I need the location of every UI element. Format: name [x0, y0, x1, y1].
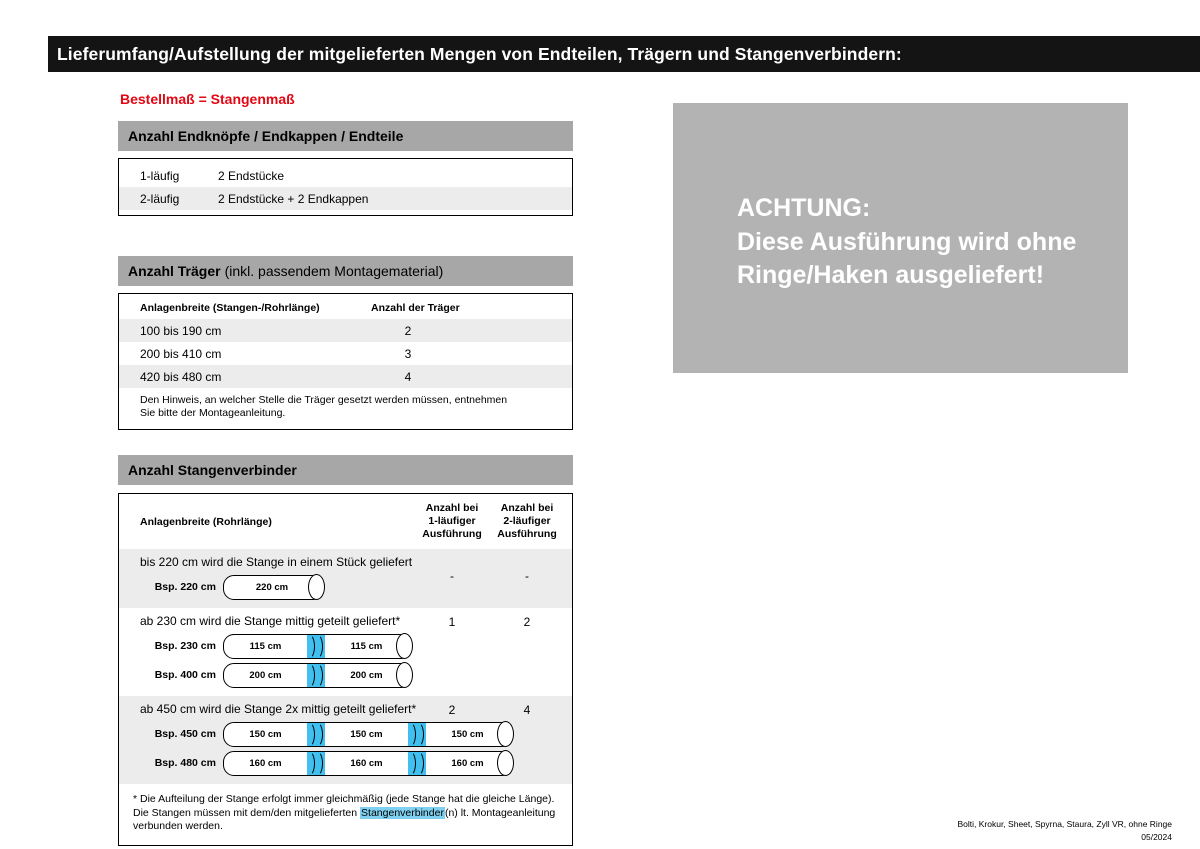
column-header-line: Ausführung: [497, 528, 557, 540]
column-header-1laeufig: [417, 502, 487, 541]
example-row: [119, 634, 572, 658]
rod-segment: 150 cm: [451, 728, 484, 740]
rod-connector: [307, 723, 325, 746]
rod-connector: [307, 664, 325, 687]
section-header-verbinder: [118, 455, 573, 485]
count-2laeufig: 4: [523, 703, 531, 717]
rod-segment: 115 cm: [350, 640, 383, 652]
section-header-traeger: [118, 256, 573, 286]
row-value: 2 Endstücke + 2 Endkappen: [218, 191, 369, 206]
section-header-endteile: [118, 121, 573, 151]
column-header-width: Anlagenbreite (Rohrlänge): [140, 516, 272, 528]
example-label: Bsp. 400 cm: [154, 669, 216, 681]
traeger-note: Den Hinweis, an welcher Stelle die Träger gesetzt werden müssen, entnehmen Sie bitte der Montageanleitung.: [140, 394, 508, 419]
rod-segment: 200 cm: [350, 669, 383, 681]
rod-illustration: [223, 663, 409, 688]
example-label: Bsp. 230 cm: [154, 640, 216, 652]
footnote-text: * Die Aufteilung der Stange erfolgt immer gleichmäßig (jede Stange hat die gleiche Länge). Die Stangen müssen mit dem/den mitgelieferten: [133, 793, 555, 819]
row-count: 2: [404, 323, 412, 338]
table-row: [119, 365, 572, 388]
rod-end-cap: [396, 633, 413, 659]
example-label: Bsp. 450 cm: [154, 728, 216, 740]
rod-illustration: [223, 751, 510, 776]
table-row: [119, 319, 572, 342]
rod-illustration: [223, 722, 510, 747]
table-row: [119, 342, 572, 365]
count-1laeufig: 1: [448, 615, 456, 629]
notice-box: [673, 103, 1128, 373]
traeger-table: [118, 293, 573, 430]
rod-connector: [307, 635, 325, 658]
verbinder-section-220: [119, 549, 572, 608]
rod-end-cap: [497, 750, 514, 776]
verbinder-section-230: [119, 608, 572, 696]
table-row: [119, 187, 572, 210]
rod-segment: 220 cm: [255, 581, 289, 593]
footer: [958, 818, 1173, 844]
row-value: 2 Endstücke: [218, 168, 285, 183]
section-header-traeger-label: Anzahl Träger: [128, 263, 221, 279]
count-2laeufig: -: [525, 569, 529, 583]
section-header-verbinder-label: Anzahl Stangenverbinder: [128, 462, 297, 478]
rod-segment: 160 cm: [350, 757, 383, 769]
row-label: 1-läufig: [140, 168, 180, 183]
example-row: [119, 663, 572, 687]
column-header-line: Anzahl bei: [425, 502, 479, 514]
count-1laeufig: 2: [448, 703, 456, 717]
left-column: [118, 121, 573, 846]
row-count: 4: [404, 369, 412, 384]
example-label: Bsp. 220 cm: [154, 581, 216, 593]
rod-segment: 150 cm: [249, 728, 282, 740]
column-header-line: 1-läufiger: [428, 515, 476, 527]
section-text: ab 450 cm wird die Stange 2x mittig geteilt geliefert*: [140, 702, 417, 716]
column-header-line: 2-läufiger: [503, 515, 551, 527]
row-label: 2-läufig: [140, 191, 180, 206]
column-header-line: Ausführung: [422, 528, 482, 540]
notice-line: Diese Ausführung wird ohne: [737, 227, 1077, 256]
footnote-text: (n) lt. Montageanleitung verbunden werden.: [133, 806, 556, 832]
rod-segment: 200 cm: [249, 669, 282, 681]
page-title: Lieferumfang/Aufstellung der mitgelieferten Mengen von Endteilen, Trägern und Stangenverbindern:: [57, 43, 902, 64]
column-header-2laeufig: [492, 502, 562, 541]
column-header-count: Anzahl der Träger: [371, 302, 460, 314]
rod-segment: 150 cm: [350, 728, 383, 740]
example-row: [119, 751, 572, 775]
order-measure-note: Bestellmaß = Stangenmaß: [120, 91, 295, 107]
count-2laeufig: 2: [523, 615, 531, 629]
row-range: 100 bis 190 cm: [140, 323, 222, 338]
page-title-bar: [48, 36, 1200, 72]
column-header-line: Anzahl bei: [500, 502, 554, 514]
footer-date: 05/2024: [1141, 832, 1172, 842]
notice-line: ACHTUNG:: [737, 194, 871, 222]
section-text: ab 230 cm wird die Stange mittig geteilt geliefert*: [140, 614, 401, 628]
rod-connector: [307, 752, 325, 775]
section-header-endteile-label: Anzahl Endknöpfe / Endkappen / Endteile: [128, 128, 404, 144]
section-header-traeger-sub: (inkl. passendem Montagematerial): [224, 263, 444, 279]
section-text: bis 220 cm wird die Stange in einem Stück geliefert: [140, 555, 413, 569]
rod-segment: 160 cm: [249, 757, 282, 769]
footnote-highlight: Stangenverbinder: [361, 806, 444, 819]
row-count: 3: [404, 346, 412, 361]
column-header-width: Anlagenbreite (Stangen-/Rohrlänge): [140, 302, 320, 314]
row-range: 420 bis 480 cm: [140, 369, 222, 384]
rod-segment: 115 cm: [249, 640, 282, 652]
verbinder-table-header: [119, 494, 572, 549]
rod-end-cap: [396, 662, 413, 688]
rod-illustration: [223, 575, 321, 600]
rod-connector: [408, 752, 426, 775]
verbinder-footnote: [119, 784, 572, 845]
example-row: [119, 722, 572, 746]
endteile-table: [118, 158, 573, 216]
rod-end-cap: [497, 721, 514, 747]
table-row: [119, 164, 572, 187]
rod-illustration: [223, 634, 409, 659]
notice-line: Ringe/Haken ausgeliefert!: [737, 261, 1045, 289]
rod-end-cap: [308, 574, 325, 600]
example-label: Bsp. 480 cm: [154, 757, 216, 769]
count-1laeufig: -: [450, 569, 454, 583]
verbinder-section-450: [119, 696, 572, 784]
rod-connector: [408, 723, 426, 746]
footer-products: Bolti, Krokur, Sheet, Spyrna, Staura, Zyll VR, ohne Ringe: [957, 819, 1172, 829]
verbinder-table: [118, 493, 573, 846]
traeger-table-header: [119, 298, 572, 319]
row-range: 200 bis 410 cm: [140, 346, 222, 361]
rod-segment: 160 cm: [451, 757, 484, 769]
